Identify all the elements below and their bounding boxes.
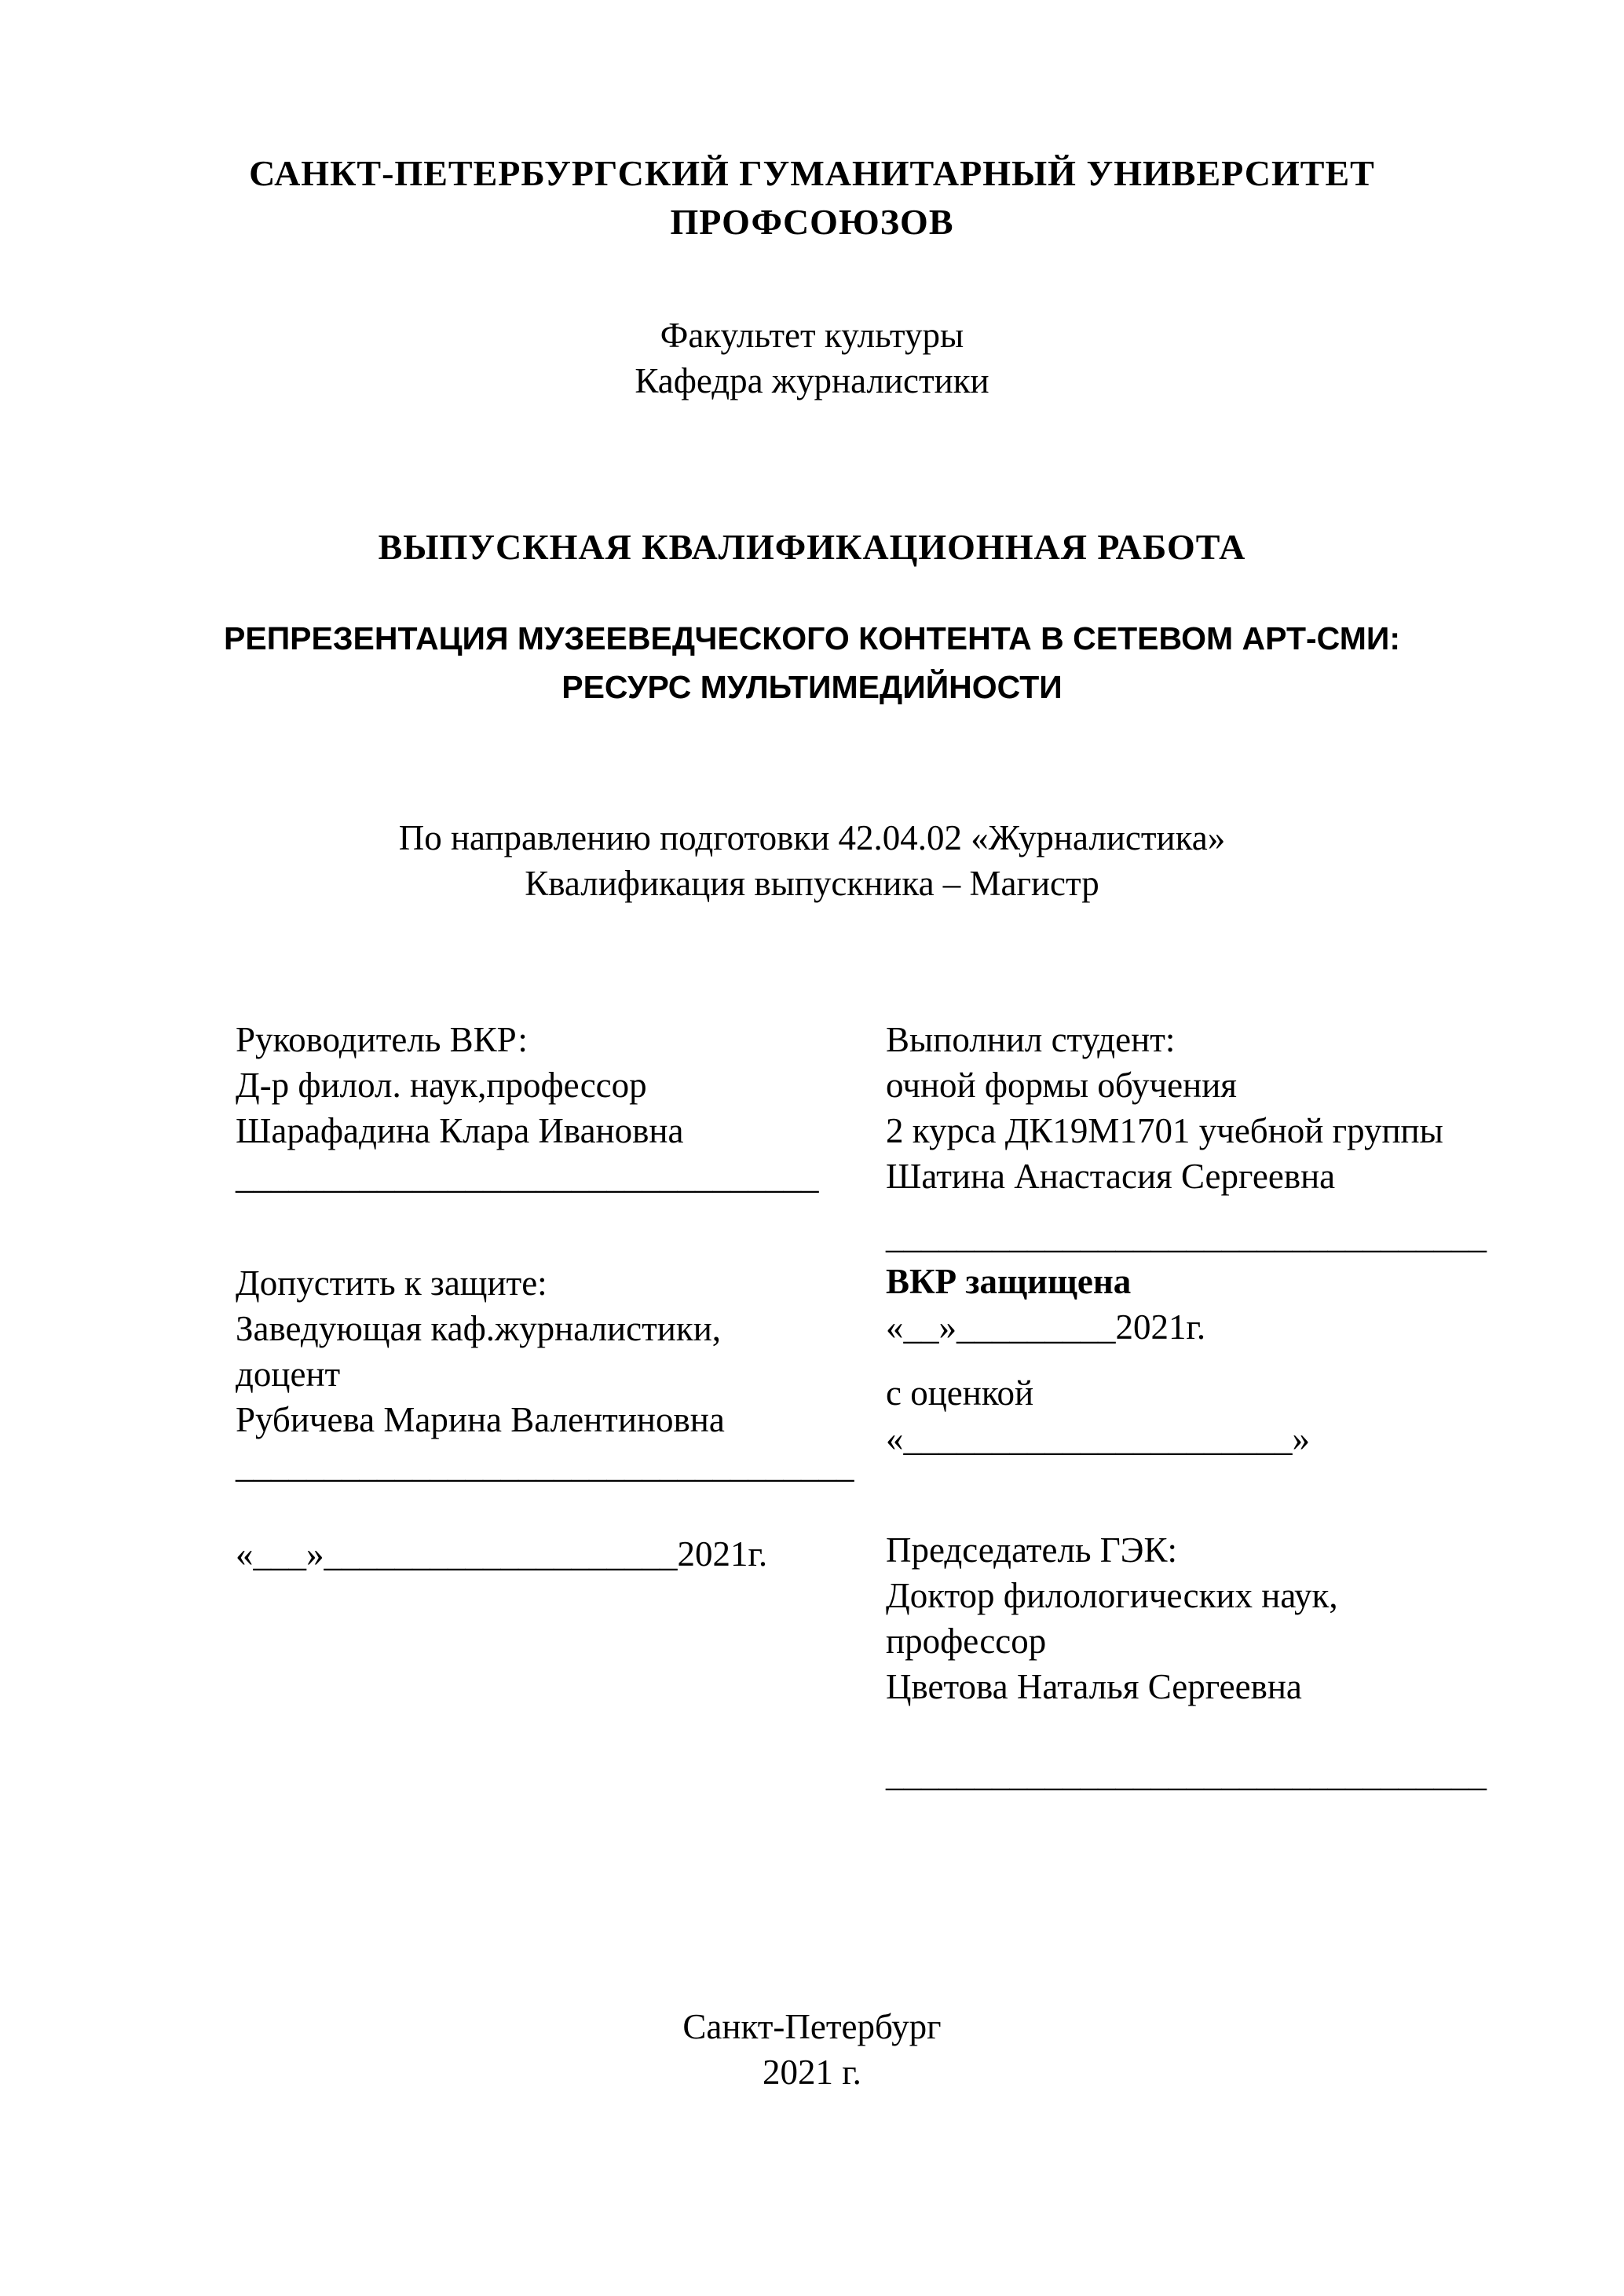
- chairman-label: Председатель ГЭК:: [886, 1530, 1177, 1570]
- chairman-degree-line2: профессор: [886, 1621, 1047, 1661]
- footer-block: [0, 2004, 1624, 2095]
- student-study-form: очной формы обучения: [886, 1066, 1237, 1105]
- thesis-title-line1: РЕПРЕЗЕНТАЦИЯ МУЗЕЕВЕДЧЕСКОГО КОНТЕНТА В СЕТЕВОМ АРТ-СМИ:: [224, 620, 1400, 656]
- thesis-title-line2: РЕСУРС МУЛЬТИМЕДИЙНОСТИ: [561, 669, 1063, 705]
- direction-line: По направлению подготовки 42.04.02 «Журналистика»: [398, 818, 1226, 857]
- right-column: [886, 1017, 1522, 1797]
- direction-block: [0, 815, 1624, 906]
- student-label: Выполнил студент:: [886, 1020, 1176, 1059]
- student-group: 2 курса ДК19М1701 учебной группы: [886, 1111, 1443, 1150]
- university-name-line1: САНКТ-ПЕТЕРБУРГСКИЙ ГУМАНИТАРНЫЙ УНИВЕРСИТЕТ: [249, 153, 1375, 193]
- chairman-degree-line1: Доктор филологических наук,: [886, 1576, 1338, 1615]
- admission-position-line2: доцент: [236, 1355, 341, 1394]
- chairman-name: Цветова Наталья Сергеевна: [886, 1667, 1302, 1706]
- admission-signature-line: ___________________________________: [236, 1446, 854, 1485]
- faculty-block: [0, 313, 1624, 404]
- admission-label: Допустить к защите:: [236, 1263, 547, 1303]
- department-name: Кафедра журналистики: [635, 361, 989, 400]
- admission-name: Рубичева Марина Валентиновна: [236, 1400, 725, 1439]
- thesis-title: [0, 614, 1624, 711]
- supervisor-signature-line: _________________________________: [236, 1157, 819, 1196]
- supervisor-degree: Д-р филол. наук,профессор: [236, 1066, 647, 1105]
- left-column: [236, 1017, 872, 1577]
- defense-label: ВКР защищена: [886, 1262, 1132, 1301]
- student-name: Шатина Анастасия Сергеевна: [886, 1157, 1336, 1196]
- supervisor-label: Руководитель ВКР:: [236, 1020, 528, 1059]
- work-type-heading: ВЫПУСКНАЯ КВАЛИФИКАЦИОННАЯ РАБОТА: [378, 527, 1246, 567]
- footer-year: 2021 г.: [763, 2053, 861, 2092]
- qualification-line: Квалификация выпускника – Магистр: [525, 864, 1099, 903]
- university-name: [0, 149, 1624, 247]
- admission-date-line: «___»____________________2021г.: [236, 1534, 768, 1574]
- grade-line: «______________________»: [886, 1419, 1310, 1458]
- grade-label: с оценкой: [886, 1373, 1034, 1413]
- footer-city: Санкт-Петербург: [682, 2007, 942, 2046]
- university-name-line2: ПРОФСОЮЗОВ: [670, 202, 954, 242]
- supervisor-name: Шарафадина Клара Ивановна: [236, 1111, 684, 1150]
- student-signature-line: __________________________________: [886, 1216, 1487, 1256]
- faculty-name: Факультет культуры: [660, 316, 964, 355]
- defense-date-line: «__»_________2021г.: [886, 1307, 1206, 1347]
- chairman-signature-line: __________________________________: [886, 1754, 1487, 1793]
- admission-position-line1: Заведующая каф.журналистики,: [236, 1309, 722, 1348]
